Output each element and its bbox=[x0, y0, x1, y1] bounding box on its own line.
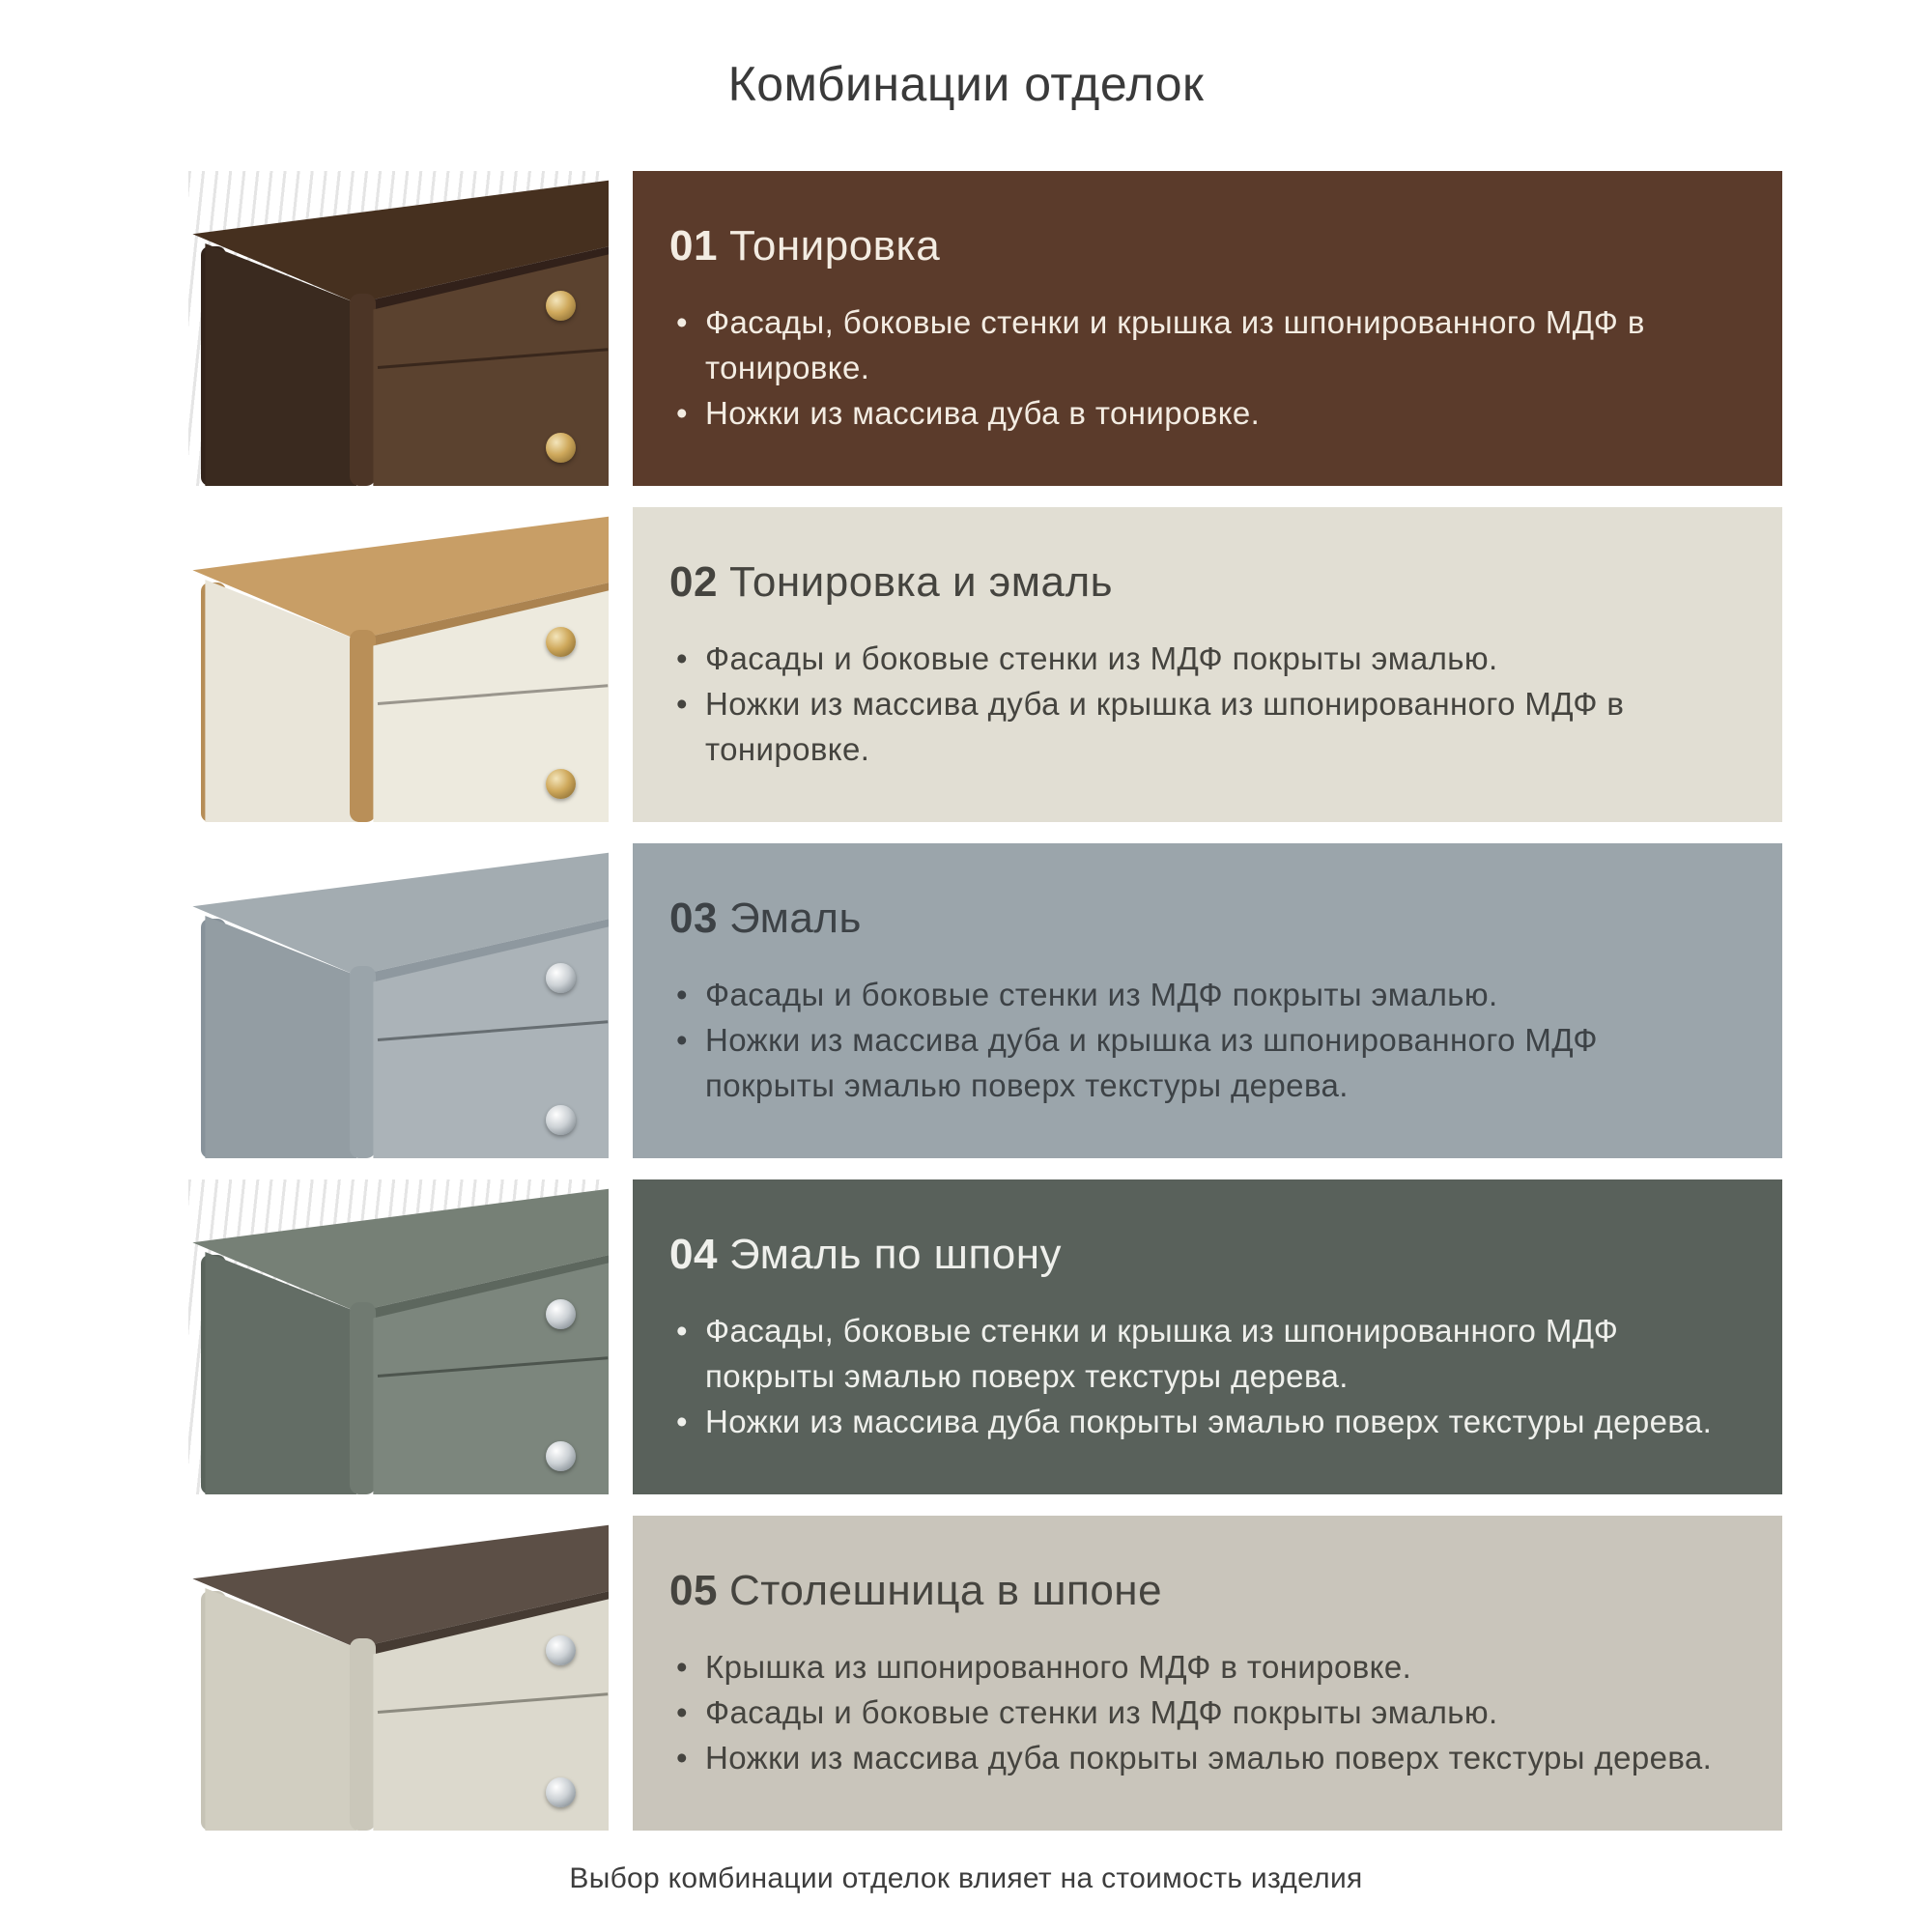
finish-bullet: • Ножки из массива дуба в тонировке. bbox=[669, 390, 1728, 436]
finish-number: 01 bbox=[669, 221, 718, 270]
drawer-knob bbox=[546, 963, 576, 993]
finish-row-05 bbox=[188, 1516, 1782, 1831]
finish-description-list bbox=[669, 1644, 1728, 1780]
finish-bullet: • Фасады, боковые стенки и крышка из шпонированного МДФ в тонировке. bbox=[669, 299, 1728, 390]
finish-bullet: • Ножки из массива дуба и крышка из шпонированного МДФ в тонировке. bbox=[669, 681, 1728, 772]
dresser-corner-post bbox=[350, 1302, 375, 1494]
dresser-photo-toned bbox=[188, 171, 609, 486]
finish-heading bbox=[669, 1567, 1728, 1615]
finish-bullet: • Фасады и боковые стенки из МДФ покрыты эмалью. bbox=[669, 1690, 1728, 1735]
finish-panel-03 bbox=[633, 843, 1782, 1158]
footer-note: Выбор комбинации отделок влияет на стоимость изделия bbox=[569, 1862, 1363, 1894]
finish-bullet: • Ножки из массива дуба покрыты эмалью поверх текстуры дерева. bbox=[669, 1735, 1728, 1780]
finish-bullet: • Ножки из массива дуба покрыты эмалью поверх текстуры дерева. bbox=[669, 1399, 1728, 1444]
drawer-knob bbox=[546, 1635, 576, 1665]
finish-row-03 bbox=[188, 843, 1782, 1158]
finish-number: 03 bbox=[669, 894, 718, 942]
drawer-knob bbox=[546, 1441, 576, 1471]
dresser-photo-enamel bbox=[188, 843, 609, 1158]
finish-description-list bbox=[669, 636, 1728, 772]
finish-name: Эмаль bbox=[728, 894, 862, 942]
dresser-photo-toned-and-enamel bbox=[188, 507, 609, 822]
finish-heading bbox=[669, 222, 1728, 270]
finish-name: Столешница в шпоне bbox=[728, 1566, 1163, 1614]
finish-bullet: • Фасады и боковые стенки из МДФ покрыты эмалью. bbox=[669, 972, 1728, 1017]
dresser-corner-post bbox=[350, 630, 375, 822]
dresser-corner-post bbox=[350, 1638, 375, 1831]
dresser-corner-post bbox=[350, 966, 375, 1158]
finish-panel-02 bbox=[633, 507, 1782, 822]
dresser-photo-veneer-top bbox=[188, 1516, 609, 1831]
finish-description-list bbox=[669, 299, 1728, 436]
finish-row-01 bbox=[188, 171, 1782, 486]
finish-name: Тонировка bbox=[728, 221, 941, 270]
finish-bullet: • Крышка из шпонированного МДФ в тонировке. bbox=[669, 1644, 1728, 1690]
dresser-photo-enamel-over-veneer bbox=[188, 1179, 609, 1494]
finish-number: 05 bbox=[669, 1566, 718, 1614]
finish-number: 04 bbox=[669, 1230, 718, 1278]
drawer-knob bbox=[546, 627, 576, 657]
drawer-knob bbox=[546, 1299, 576, 1329]
drawer-knob bbox=[546, 1777, 576, 1807]
finish-heading bbox=[669, 1231, 1728, 1279]
finish-panel-01 bbox=[633, 171, 1782, 486]
finish-bullet: • Ножки из массива дуба и крышка из шпонированного МДФ покрыты эмалью поверх текстуры дерева. bbox=[669, 1017, 1728, 1108]
drawer-knob bbox=[546, 769, 576, 799]
finish-description-list bbox=[669, 1308, 1728, 1444]
finish-description-list bbox=[669, 972, 1728, 1108]
finish-panel-05 bbox=[633, 1516, 1782, 1831]
finish-panel-04 bbox=[633, 1179, 1782, 1494]
finish-bullet: • Фасады, боковые стенки и крышка из шпонированного МДФ покрыты эмалью поверх текстуры дерева. bbox=[669, 1308, 1728, 1399]
page-title: Комбинации отделок bbox=[727, 57, 1205, 111]
dresser-corner-post bbox=[350, 294, 375, 486]
drawer-knob bbox=[546, 433, 576, 463]
finish-row-02 bbox=[188, 507, 1782, 822]
finish-heading bbox=[669, 895, 1728, 943]
finish-row-04 bbox=[188, 1179, 1782, 1494]
finish-heading bbox=[669, 558, 1728, 607]
finish-name: Эмаль по шпону bbox=[728, 1230, 1063, 1278]
drawer-knob bbox=[546, 1105, 576, 1135]
finish-name: Тонировка и эмаль bbox=[728, 557, 1114, 606]
drawer-knob bbox=[546, 291, 576, 321]
finish-bullet: • Фасады и боковые стенки из МДФ покрыты эмалью. bbox=[669, 636, 1728, 681]
finish-number: 02 bbox=[669, 557, 718, 606]
